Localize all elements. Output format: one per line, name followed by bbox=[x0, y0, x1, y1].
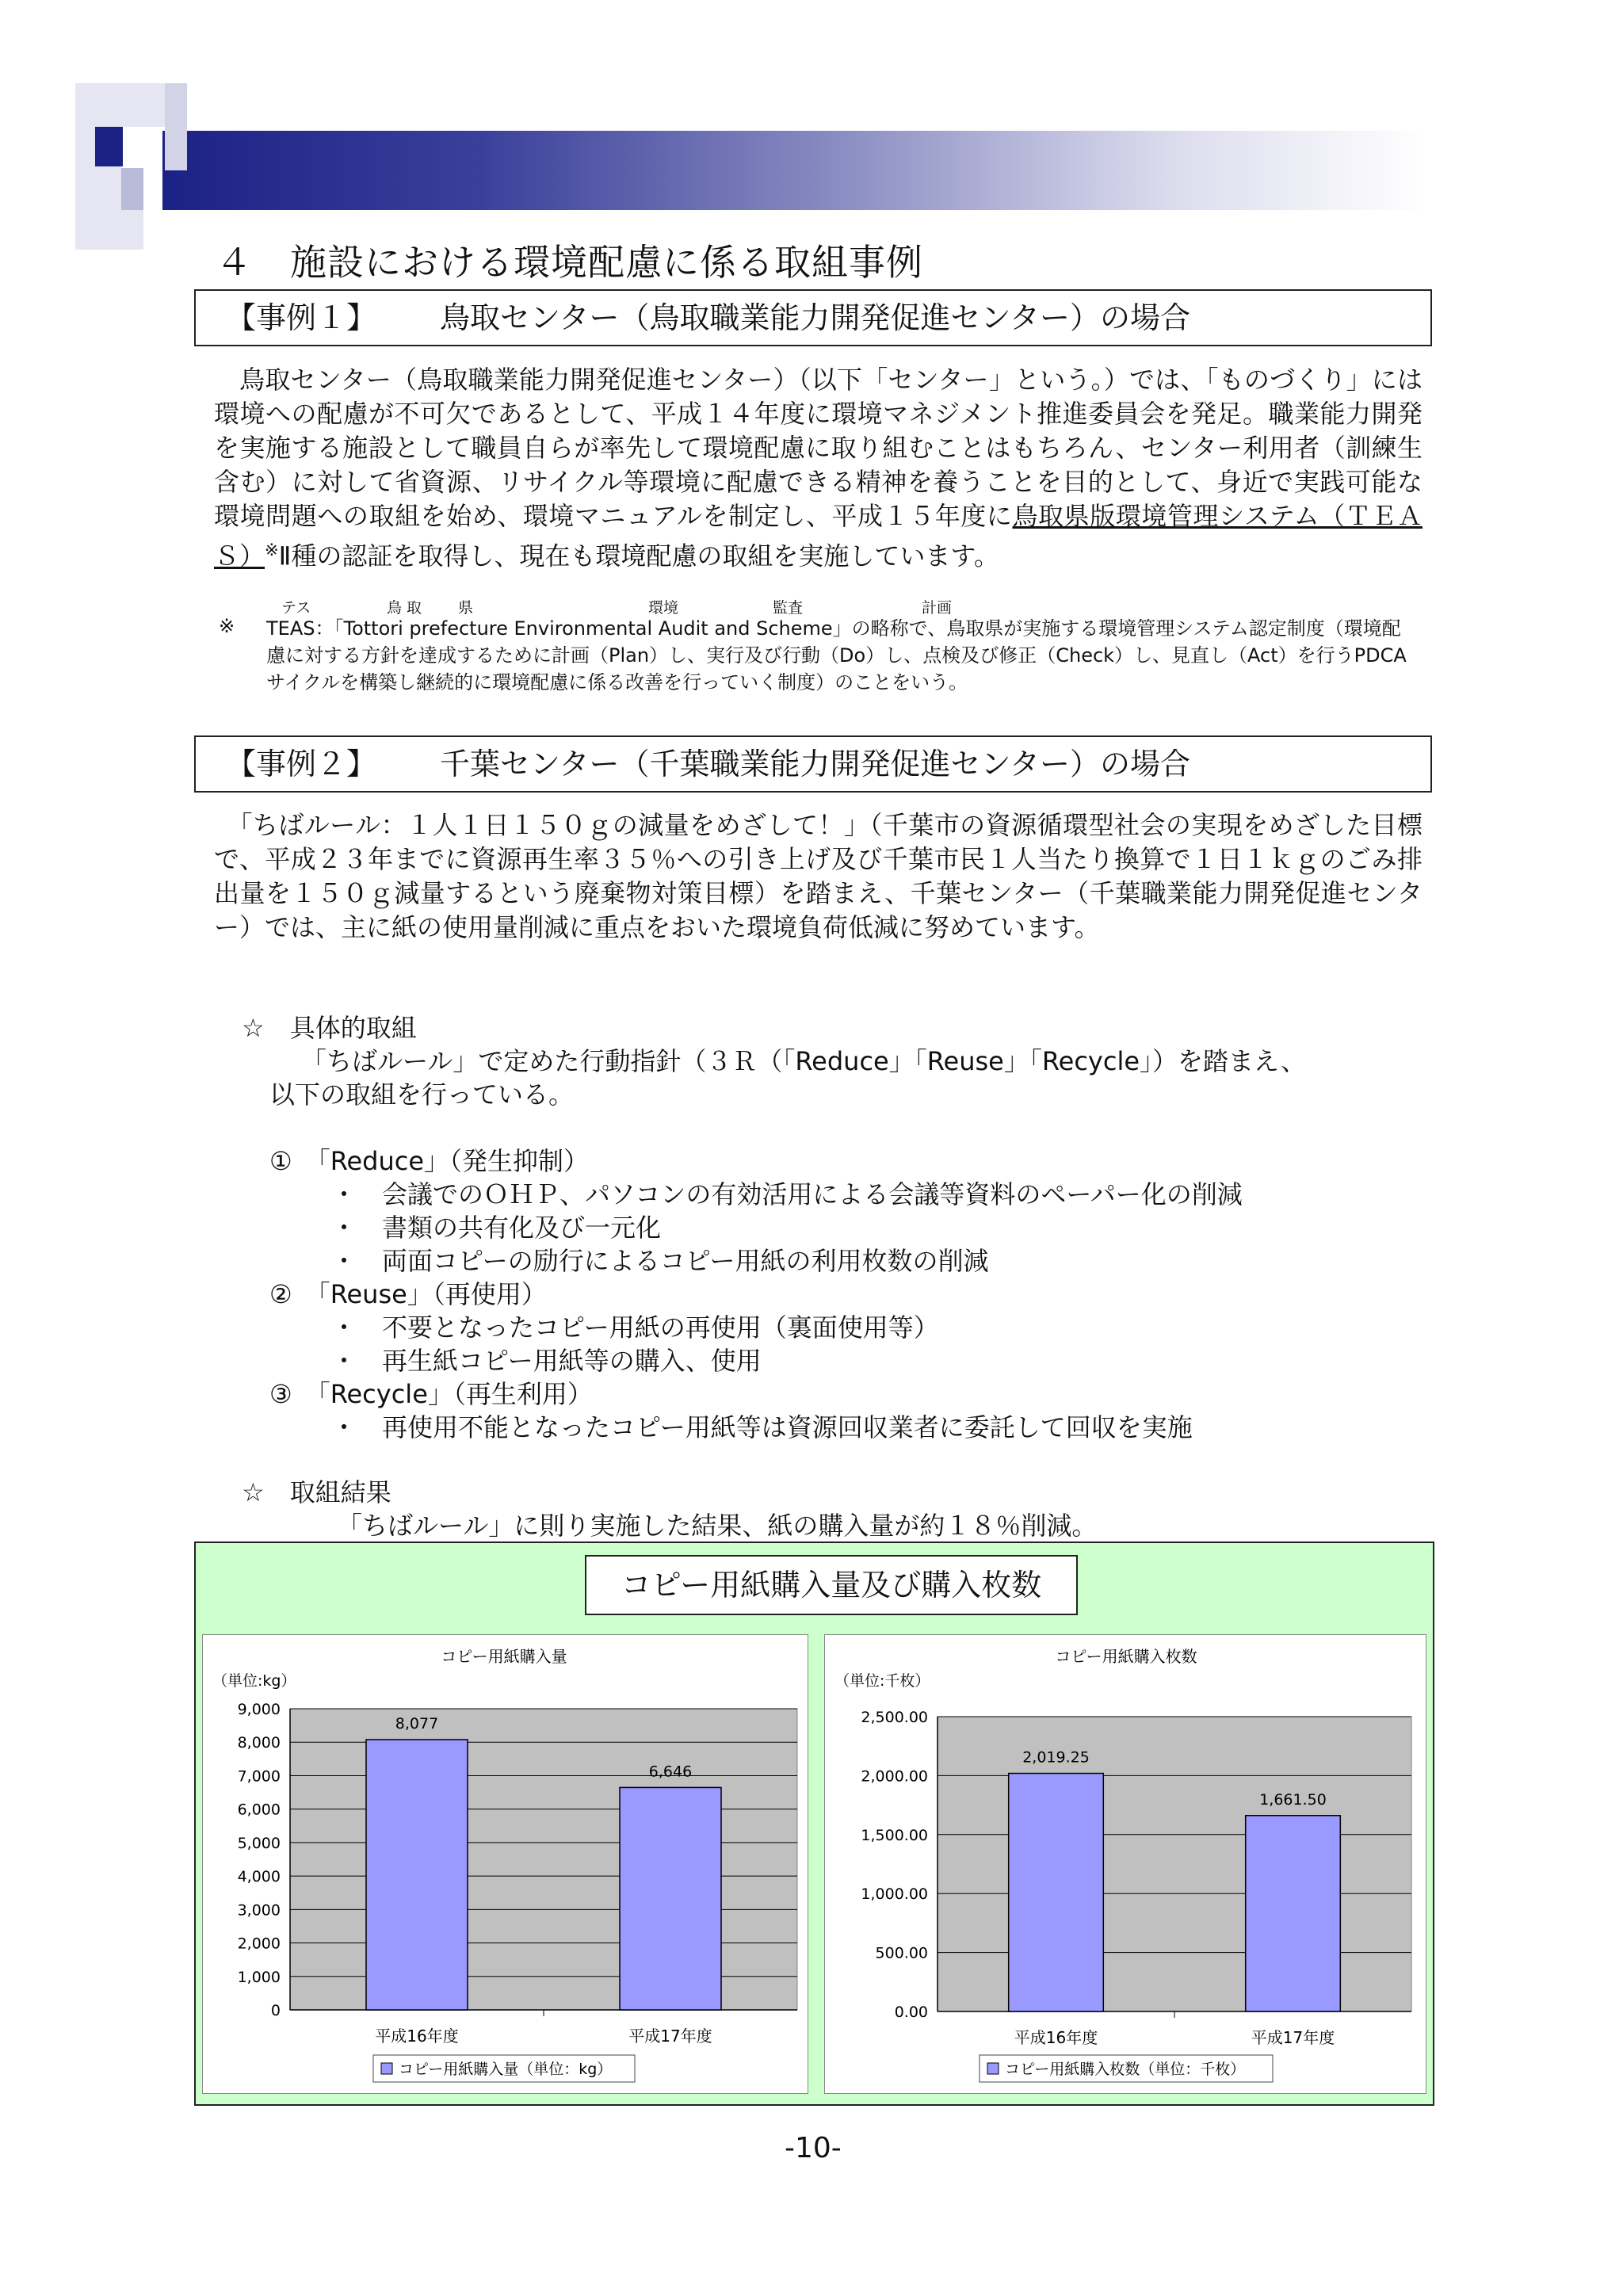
legend-swatch bbox=[381, 2063, 392, 2074]
case1-body-tail: Ⅱ種の認証を取得し、現在も環境配慮の取組を実施しています。 bbox=[278, 541, 999, 571]
y-tick-label: 2,000.00 bbox=[861, 1767, 928, 1786]
bar bbox=[1246, 1816, 1341, 2011]
section-title: ４ 施設における環境配慮に係る取組事例 bbox=[216, 241, 923, 284]
data-label: 2,019.25 bbox=[1022, 1748, 1090, 1767]
y-tick-label: 0.00 bbox=[894, 2004, 928, 2021]
specific-text-line2: 以下の取組を行っている。 bbox=[269, 1079, 575, 1110]
note-mark: ※ bbox=[219, 615, 235, 637]
y-tick-label: 5,000 bbox=[237, 1834, 281, 1852]
chart-unit-label: （単位:千枚） bbox=[834, 1672, 930, 1690]
ruby-teas: テス bbox=[281, 599, 311, 617]
legend-swatch bbox=[987, 2063, 999, 2074]
recycle-bullet-1: ・ 再使用不能となったコピー用紙等は資源回収業者に委託して回収を実施 bbox=[331, 1412, 1193, 1442]
ruby-scheme: 計画 bbox=[922, 599, 953, 617]
y-tick-label: 3,000 bbox=[237, 1901, 281, 1920]
legend-label: コピー用紙購入量（単位：kg） bbox=[399, 2061, 613, 2078]
case1-body-text: 鳥取センター（鳥取職業能力開発促進センター）（以下「センター」という。）では、「ものづくり」には環境への配慮が不可欠であるとして、平成１４年度に環境マネジメント推進委員会を発足。職業能力開発を実施する施設として職員自らが率先して環境配慮に取り組むことはもちろん、センター利用者（訓練生含む）に対して省資源、リサイクル等環境に配慮できる精神を養うことを目的として、身近で実践可能な環境問題への取組を始め、環境マニュアルを制定し、平成１５年度に bbox=[214, 365, 1423, 531]
legend-label: コピー用紙購入枚数（単位：千枚） bbox=[1005, 2061, 1246, 2078]
item-recycle-heading: ③ 「Recycle」（再生利用） bbox=[269, 1379, 593, 1409]
bar bbox=[620, 1787, 721, 2010]
y-tick-label: 6,000 bbox=[237, 1801, 281, 1819]
ruby-environment: 環境 bbox=[648, 599, 679, 617]
y-tick-label: 2,000 bbox=[237, 1935, 281, 1953]
y-tick-label: 1,500.00 bbox=[861, 1826, 928, 1844]
case1-header-box bbox=[194, 289, 1432, 346]
item-reduce-heading: ① 「Reduce」（発生抑制） bbox=[269, 1146, 590, 1176]
chart-purchase-sheets bbox=[824, 1634, 1426, 2094]
bar bbox=[1009, 1774, 1104, 2011]
y-tick-label: 0 bbox=[270, 2002, 281, 2019]
data-label: 1,661.50 bbox=[1259, 1790, 1327, 1809]
chart-title: コピー用紙購入量 bbox=[441, 1647, 567, 1666]
chart-purchase-weight-svg bbox=[203, 1635, 809, 2095]
y-tick-label: 9,000 bbox=[237, 1701, 281, 1718]
ruby-prefecture: 県 bbox=[458, 599, 474, 617]
reuse-bullet-1: ・ 不要となったコピー用紙の再使用（裏面使用等） bbox=[331, 1312, 939, 1343]
result-text: 「ちばルール」に則り実施した結果、紙の購入量が約１８％削減。 bbox=[337, 1511, 1098, 1541]
figure-title: コピー用紙購入量及び購入枚数 bbox=[585, 1555, 1078, 1615]
header-gradient-band bbox=[162, 131, 1426, 210]
teas-note bbox=[266, 615, 1419, 696]
item-reuse-heading: ② 「Reuse」（再使用） bbox=[269, 1279, 547, 1309]
y-tick-label: 500.00 bbox=[875, 1944, 928, 1962]
reduce-bullet-3: ・ 両面コピーの励行によるコピー用紙の利用枚数の削減 bbox=[331, 1246, 989, 1276]
note-body: 「Tottori prefecture Environmental Audit and Scheme」の略称で、鳥取県が実施する環境管理システム認定制度（環境配慮に対する方針を達成するために計画（Plan）し、実行及び行動（Do）し、点検及び修正（Check）し、見直し（Act）を行うPDCAサイクルを構築し継続的に環境配慮に係る改善を行っていく制度）のことをいう。 bbox=[266, 617, 1407, 693]
y-tick-label: 2,500.00 bbox=[861, 1709, 928, 1726]
case1-label: 【事例１】 bbox=[226, 300, 377, 335]
result-heading: ☆ 取組結果 bbox=[242, 1477, 391, 1507]
y-tick-label: 8,000 bbox=[237, 1734, 281, 1752]
x-tick-label: 平成16年度 bbox=[1014, 2028, 1098, 2047]
reuse-bullet-2: ・ 再生紙コピー用紙等の購入、使用 bbox=[331, 1346, 762, 1376]
case2-header-box bbox=[194, 735, 1432, 793]
bar bbox=[366, 1740, 468, 2010]
ruby-audit: 監査 bbox=[773, 599, 804, 617]
specific-text-line1: 「ちばルール」で定めた行動指針（３Ｒ（「Reduce」「Reuse」「Recycle」）を踏まえ、 bbox=[301, 1046, 1306, 1076]
case2-label: 【事例２】 bbox=[226, 747, 377, 781]
y-tick-label: 7,000 bbox=[237, 1767, 281, 1786]
chart-title: コピー用紙購入枚数 bbox=[1055, 1647, 1197, 1666]
specific-heading: ☆ 具体的取組 bbox=[242, 1013, 417, 1043]
x-tick-label: 平成17年度 bbox=[628, 2027, 712, 2046]
chart-purchase-weight bbox=[202, 1634, 808, 2094]
x-tick-label: 平成16年度 bbox=[375, 2027, 459, 2046]
page-number: -10- bbox=[785, 2132, 842, 2164]
note-ref-mark: ※ bbox=[265, 541, 279, 560]
note-head: TEAS： bbox=[266, 617, 334, 640]
reduce-bullet-1: ・ 会議でのＯＨＰ、パソコンの有効活用による会議等資料のペーパー化の削減 bbox=[331, 1179, 1243, 1209]
y-tick-label: 4,000 bbox=[237, 1868, 281, 1886]
case2-title: 千葉センター（千葉職業能力開発促進センター）の場合 bbox=[440, 747, 1190, 781]
y-tick-label: 1,000 bbox=[237, 1968, 281, 1986]
data-label: 6,646 bbox=[648, 1763, 693, 1781]
case2-body: 「ちばルール：１人１日１５０ｇの減量をめざして！」（千葉市の資源循環型社会の実現をめざした目標で、平成２３年までに資源再生率３５％への引き上げ及び千葉市民１人当たり換算で１日１ｋｇのごみ排出量を１５０ｇ減量するという廃棄物対策目標）を踏まえ、千葉センター（千葉職業能力開発促進センター）では、主に紙の使用量削減に重点をおいた環境負荷低減に努めています。 bbox=[214, 810, 1423, 942]
y-tick-label: 1,000.00 bbox=[861, 1885, 928, 1904]
reduce-bullet-2: ・ 書類の共有化及び一元化 bbox=[331, 1213, 662, 1243]
case1-title: 鳥取センター（鳥取職業能力開発促進センター）の場合 bbox=[440, 300, 1190, 335]
ruby-tottori: 鳥 取 bbox=[387, 599, 422, 617]
teas-link-text: 鳥取県版環境管理システム（ＴＥＡＳ） bbox=[214, 501, 1423, 571]
chart-unit-label: （単位:kg） bbox=[212, 1672, 296, 1690]
data-label: 8,077 bbox=[395, 1714, 439, 1733]
x-tick-label: 平成17年度 bbox=[1251, 2028, 1335, 2047]
chart-purchase-sheets-svg bbox=[825, 1635, 1427, 2095]
case1-body bbox=[214, 363, 1423, 574]
